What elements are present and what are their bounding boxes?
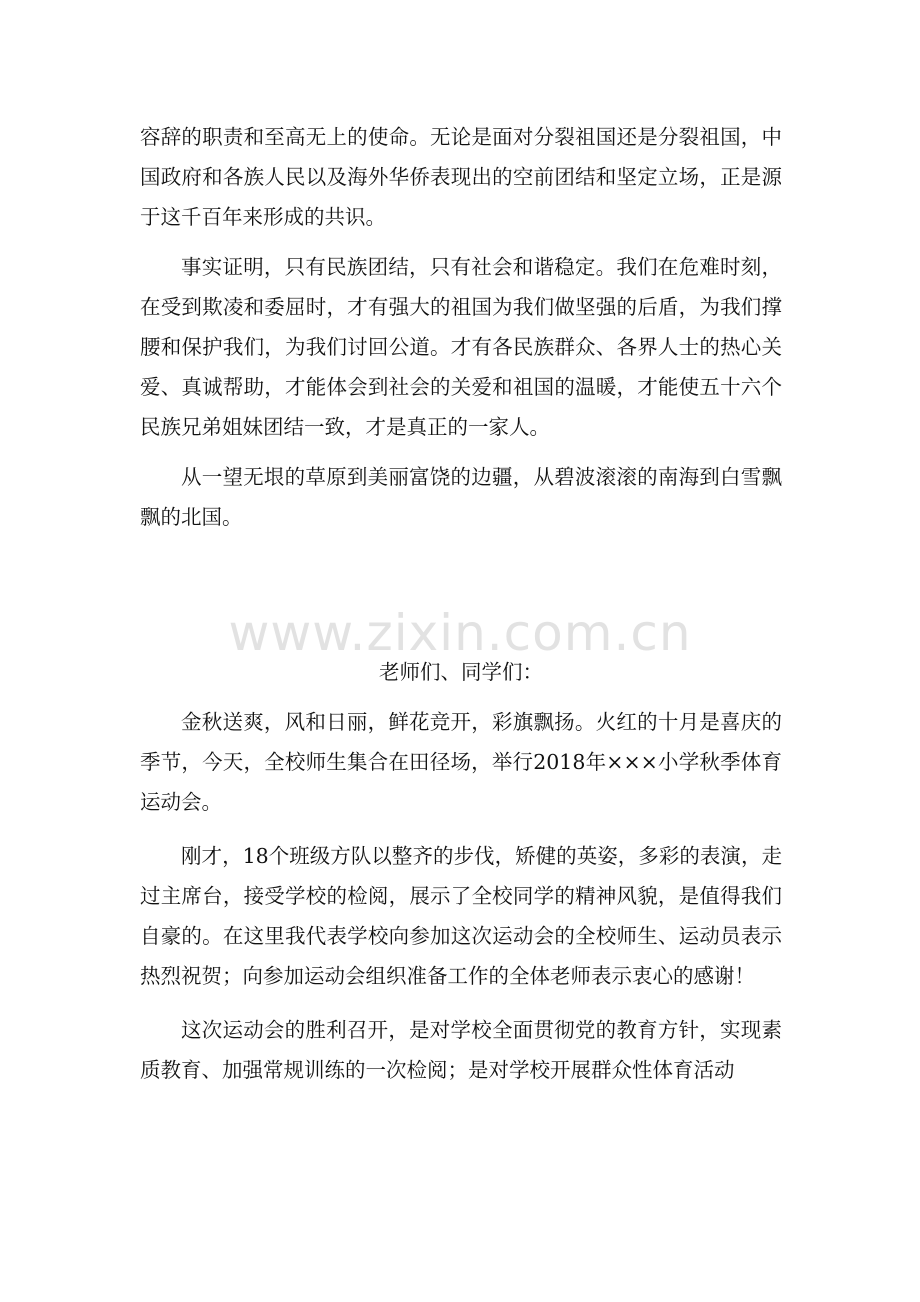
body-text-section-one: [140, 117, 782, 537]
paragraph-facts: 事实证明，只有民族团结，只有社会和谐稳定。我们在危难时刻，在受到欺凌和委屈时，才有强大的祖国为我们做坚强的后盾，为我们撑腰和保护我们，为我们讨回公道。才有各民族群众、各界人士的热心关爱、真诚帮助，才能体会到社会的关爱和祖国的温暖，才能使五十六个民族兄弟姐妹团结一致，才是真正的一家人。: [140, 255, 782, 439]
paragraph-landscape: 从一望无垠的草原到美丽富饶的边疆，从碧波滚滚的南海到白雪飘飘的北国。: [140, 465, 782, 529]
watermark-text: www.zixin.com.cn: [228, 604, 692, 662]
paragraph-significance: 这次运动会的胜利召开，是对学校全面贯彻党的教育方针，实现素质教育、加强常规训练的一次检阅；是对学校开展群众性体育活动: [140, 1018, 782, 1082]
body-text-section-two: [140, 652, 782, 1090]
paragraph-parade: 刚才，18个班级方队以整齐的步伐，矫健的英姿，多彩的表演，走过主席台，接受学校的检阅，展示了全校同学的精神风貌，是值得我们自豪的。在这里我代表学校向参加这次运动会的全校师生、运动员表示热烈祝贺；向参加运动会组织准备工作的全体老师表示衷心的感谢！: [140, 844, 782, 988]
salutation-line: 老师们、同学们：: [379, 660, 543, 684]
paragraph-continuation: 容辞的职责和至高无上的使命。无论是面对分裂祖国还是分裂祖国，中国政府和各族人民以及海外华侨表现出的空前团结和坚定立场，正是源于这千百年来形成的共识。: [140, 125, 782, 229]
paragraph-opening: 金秋送爽，风和日丽，鲜花竞开，彩旗飘扬。火红的十月是喜庆的季节，今天，全校师生集合在田径场，举行2018年×××小学秋季体育运动会。: [140, 710, 782, 814]
